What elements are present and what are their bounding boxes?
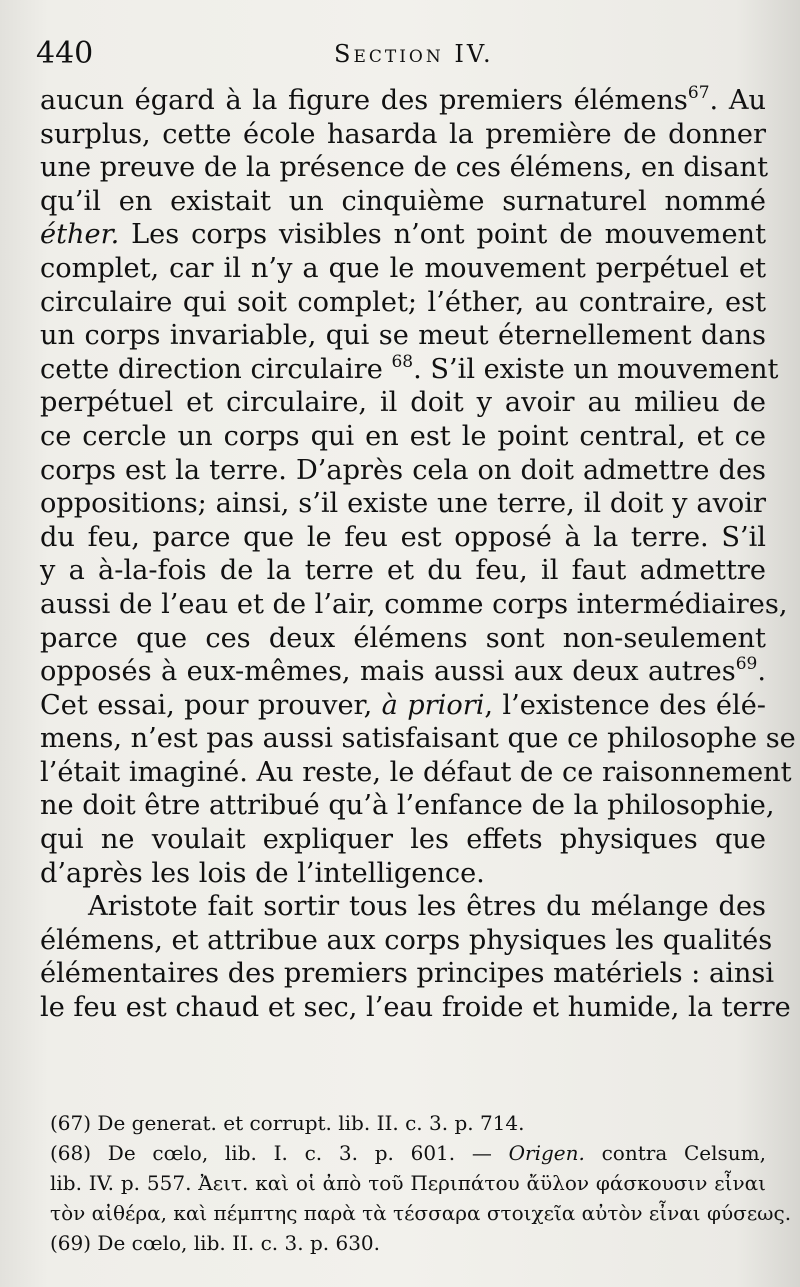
text-run: une preuve de la présence de ces élémens, en disant <box>40 152 768 184</box>
text-run: mens, n’est pas aussi satisfaisant que ce philosophe se <box>40 723 796 755</box>
text-line <box>40 118 766 152</box>
text-line <box>40 689 766 723</box>
text-line <box>40 319 766 353</box>
text-line <box>40 185 766 219</box>
text-line <box>40 554 766 588</box>
text-line <box>40 454 766 488</box>
text-run: aucun égard à la figure des premiers élémens <box>40 85 688 116</box>
text-run: parce que ces deux élémens sont non-seulement <box>40 622 766 654</box>
footnote-ref: 68 <box>391 351 414 372</box>
text-run: y a à-la-fois de la terre et du feu, il faut admettre <box>40 555 766 587</box>
text-run: opposés à eux-mêmes, mais aussi aux deux autres <box>40 656 736 688</box>
footnote-line <box>50 1138 766 1168</box>
body-text <box>40 83 796 1025</box>
text-line <box>40 420 766 454</box>
text-run: corps est la terre. D’après cela on doit admettre des <box>40 454 766 486</box>
text-line <box>40 722 796 756</box>
running-head: Section IV. <box>334 40 494 68</box>
text-line <box>40 351 779 387</box>
text-run: Cet essai, pour prouver, <box>40 689 382 721</box>
text-run: ne doit être attribué qu’à l’enfance de la philosophie, <box>40 790 775 822</box>
footnote-text: (69) De cœlo, lib. II. c. 3. p. 630. <box>50 1231 380 1255</box>
footnotes <box>50 1108 792 1258</box>
text-run: du feu, parce que le feu est opposé à la terre. S’il <box>40 521 766 553</box>
footnote-ref: 69 <box>735 654 758 675</box>
text-run: d’après les lois de l’intelligence. <box>40 857 485 889</box>
text-run: . S’il existe un mouvement <box>413 353 779 385</box>
text-run: élémens, et attribue aux corps physiques les qualités <box>40 924 773 956</box>
text-line <box>40 823 766 857</box>
footnote-ref: 67 <box>687 83 710 103</box>
footnote-italic: Origen. <box>508 1141 585 1165</box>
text-line <box>40 588 788 622</box>
text-run: l’était imaginé. Au reste, le défaut de ce raisonnement <box>40 756 792 788</box>
footnote-text: contra Celsum, <box>584 1141 766 1165</box>
page-number: 440 <box>36 36 94 71</box>
text-run: . Au <box>709 85 767 116</box>
text-line <box>40 991 791 1025</box>
text-run: Les corps visibles n’ont point de mouvement <box>119 219 766 251</box>
text-run: élémentaires des premiers principes matériels : ainsi <box>40 958 775 990</box>
text-run: qui ne voulait expliquer les effets physiques que <box>40 824 766 856</box>
text-line <box>40 924 773 958</box>
text-line <box>40 151 766 185</box>
footnote-text: lib. IV. p. 557. Ἀειτ. καὶ οἱ ἀπὸ τοῦ Περιπάτου ἄϋλον φάσκουσιν εἶναι <box>50 1171 766 1195</box>
italic-run: éther. <box>40 219 120 251</box>
text-run: un corps invariable, qui se meut éternellement dans <box>40 320 766 352</box>
text-run: cette direction circulaire <box>40 353 392 385</box>
footnote-line <box>50 1228 766 1258</box>
text-run: Aristote fait sortir tous les êtres du mélange des <box>88 891 766 923</box>
page-header <box>36 36 766 76</box>
text-line <box>40 957 775 991</box>
text-run: qu’il en existait un cinquième surnaturel nommé <box>40 185 766 217</box>
text-line <box>40 857 766 891</box>
text-line <box>40 286 766 320</box>
text-line <box>40 655 766 689</box>
text-run: aussi de l’eau et de l’air, comme corps intermédiaires, <box>40 588 788 620</box>
text-run: le feu est chaud et sec, l’eau froide et humide, la terre <box>40 992 791 1024</box>
text-line <box>40 252 766 286</box>
text-line <box>40 218 766 252</box>
italic-run: à priori <box>381 689 485 721</box>
text-line <box>40 84 766 118</box>
text-run: oppositions; ainsi, s’il existe une terre, il doit y avoir <box>40 488 766 520</box>
footnote-text: τὸν αἰθέρα, καὶ πέμπτης παρὰ τὰ τέσσαρα στοιχεῖα αὐτὸν εἶναι φύσεως. <box>50 1201 792 1225</box>
text-run: , l’existence des élé- <box>484 689 766 721</box>
footnote-text: (68) De cœlo, lib. I. c. 3. p. 601. — <box>50 1141 509 1165</box>
text-run: circulaire qui soit complet; l’éther, au contraire, est <box>40 286 766 318</box>
text-line <box>40 521 766 555</box>
text-run: . <box>757 656 766 688</box>
text-run: surplus, cette école hasarda la première de donner <box>40 118 766 150</box>
text-line <box>40 487 766 521</box>
footnote-line <box>50 1168 766 1198</box>
text-run: complet, car il n’y a que le mouvement perpétuel et <box>40 252 766 284</box>
footnote-line <box>50 1108 766 1138</box>
text-line <box>40 756 792 790</box>
text-line <box>40 622 766 656</box>
text-line <box>40 789 775 823</box>
text-run: ce cercle un corps qui en est le point central, et ce <box>40 420 766 452</box>
text-line <box>40 890 766 924</box>
text-line <box>40 386 766 420</box>
footnote-line <box>50 1198 792 1228</box>
text-run: perpétuel et circulaire, il doit y avoir au milieu de <box>40 387 766 419</box>
footnote-text: (67) De generat. et corrupt. lib. II. c. 3. p. 714. <box>50 1111 525 1135</box>
